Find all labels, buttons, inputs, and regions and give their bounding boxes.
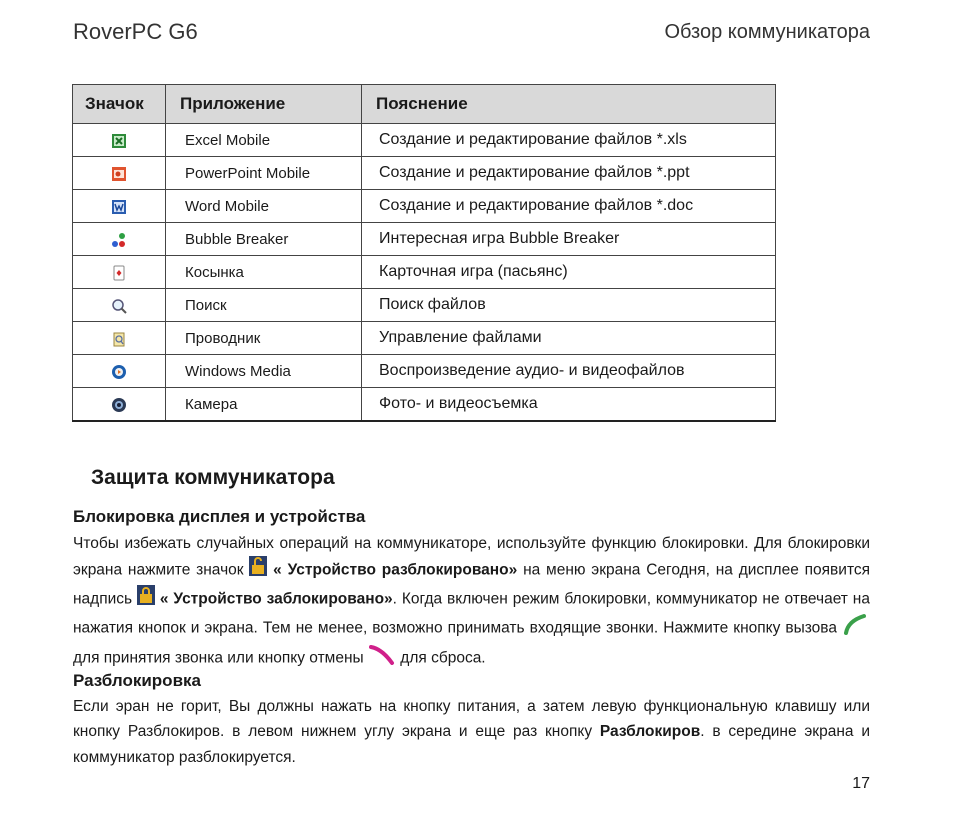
table-row — [73, 289, 776, 322]
table-row — [73, 223, 776, 256]
app-name: Проводник — [166, 322, 362, 355]
bubble-breaker-icon — [111, 232, 127, 248]
table-row — [73, 388, 776, 422]
chapter-title: Обзор коммуникатора — [664, 21, 870, 43]
app-description: Управление файлами — [362, 322, 776, 355]
powerpoint-icon — [111, 166, 127, 182]
locked-icon — [137, 585, 155, 613]
table-row — [73, 190, 776, 223]
lock-subheading: Блокировка дисплея и устройства — [73, 507, 366, 526]
doc-title: RoverPC G6 — [73, 19, 198, 44]
text: Если эран не горит, Вы должны нажать на кнопку питания, а затем левую функциональную клавишу или кнопку Разблокиров. в левом нижнем углу экрана и еще раз кнопку — [73, 698, 870, 741]
unlock-paragraph — [73, 694, 870, 770]
column-header-desc: Пояснение — [362, 85, 776, 124]
app-name: PowerPoint Mobile — [166, 157, 362, 190]
table-row — [73, 322, 776, 355]
app-description: Создание и редактирование файлов *.doc — [362, 190, 776, 223]
app-description: Создание и редактирование файлов *.xls — [362, 124, 776, 157]
text: . Когда включен режим блокировки, коммуникатор не отвечает на нажатия кнопок и экрана. Тем не менее, возможно принимать входящие звонки. Нажмите кнопку вызова — [73, 589, 870, 637]
app-name: Поиск — [166, 289, 362, 322]
solitaire-icon — [111, 265, 127, 281]
app-description: Интересная игра Bubble Breaker — [362, 223, 776, 256]
lock-paragraph — [73, 531, 870, 673]
text: . в середине экрана и коммуникатор разблокируется. — [73, 723, 870, 766]
app-description: Создание и редактирование файлов *.ppt — [362, 157, 776, 190]
app-description: Воспроизведение аудио- и видеофайлов — [362, 355, 776, 388]
app-name: Word Mobile — [166, 190, 362, 223]
app-name: Excel Mobile — [166, 124, 362, 157]
word-icon — [111, 199, 127, 215]
table-row — [73, 157, 776, 190]
text: для сброса. — [400, 649, 486, 667]
file-explorer-icon — [111, 331, 127, 347]
bold-text: « Устройство заблокировано» — [159, 589, 393, 607]
app-name: Windows Media — [166, 355, 362, 388]
applications-table — [72, 84, 776, 422]
column-header-icon: Значок — [73, 85, 166, 124]
app-name: Bubble Breaker — [166, 223, 362, 256]
app-name: Камера — [166, 388, 362, 422]
table-row — [73, 355, 776, 388]
text: Чтобы избежать случайных операций на коммуникаторе, используйте функцию блокировки. Для блокировки экрана нажмите значок — [73, 535, 870, 579]
app-name: Косынка — [166, 256, 362, 289]
app-description: Поиск файлов — [362, 289, 776, 322]
bold-text: « Устройство разблокировано» — [273, 561, 518, 579]
bold-text: Разблокиров — [599, 723, 701, 741]
unlocked-icon — [249, 556, 267, 584]
text: для принятия звонка или кнопку отмены — [73, 649, 364, 667]
windows-media-icon — [111, 364, 127, 380]
end-call-icon — [368, 643, 396, 673]
table-header-row — [73, 85, 776, 124]
call-button-icon — [842, 613, 870, 643]
app-description: Фото- и видеосъемка — [362, 388, 776, 422]
page-number: 17 — [852, 775, 870, 792]
column-header-app: Приложение — [166, 85, 362, 124]
unlock-subheading: Разблокировка — [73, 671, 201, 690]
camera-icon — [111, 397, 127, 413]
app-description: Карточная игра (пасьянс) — [362, 256, 776, 289]
excel-icon — [111, 133, 127, 149]
text: на меню экрана Сегодня, на дисплее появится надпись — [73, 561, 871, 607]
search-icon — [111, 298, 127, 314]
table-row — [73, 256, 776, 289]
section-heading: Защита коммуникатора — [91, 466, 335, 489]
table-row — [73, 124, 776, 157]
